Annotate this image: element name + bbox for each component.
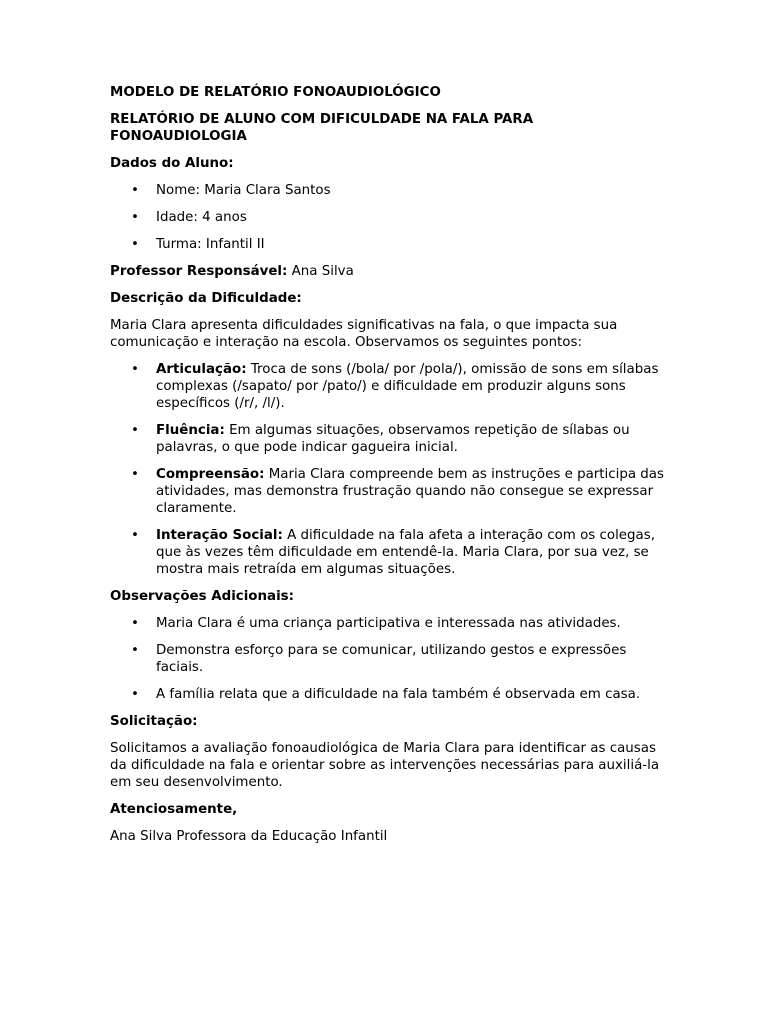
bullet-icon: •: [131, 423, 139, 438]
difficulty-list: [110, 361, 666, 578]
closing-salutation: Atenciosamente,: [110, 802, 238, 817]
list-item: [110, 527, 666, 578]
student-data-list: [110, 182, 666, 253]
list-item: [110, 686, 666, 703]
bullet-icon: •: [131, 616, 139, 631]
bullet-icon: •: [131, 183, 139, 198]
difficulty-text: Em algumas situações, observamos repetição de sílabas ou palavras, o que pode indicar gagueira inicial.: [156, 423, 630, 455]
document-subtitle: RELATÓRIO DE ALUNO COM DIFICULDADE NA FALA PARA FONOAUDIOLOGIA: [110, 112, 534, 144]
teacher-name: Ana Silva: [287, 264, 354, 279]
difficulty-label: Compreensão:: [156, 467, 265, 482]
difficulty-text: Troca de sons (/bola/ por /pola/), omissão de sons em sílabas complexas (/sapato/ por /pato/) e dificuldade em produzir alguns sons específicos (/r/, /l/).: [156, 362, 659, 411]
student-class: Turma: Infantil II: [156, 237, 265, 252]
document-title: MODELO DE RELATÓRIO FONOAUDIOLÓGICO: [110, 85, 441, 100]
signature: Ana Silva Professora da Educação Infantil: [110, 829, 388, 844]
difficulty-intro: Maria Clara apresenta dificuldades significativas na fala, o que impacta sua comunicação e interação na escola. Observamos os seguintes pontos:: [110, 318, 618, 350]
student-name: Nome: Maria Clara Santos: [156, 183, 331, 198]
document-page: [110, 84, 666, 855]
difficulty-text: A dificuldade na fala afeta a interação com os colegas, que às vezes têm dificuldade em entendê-la. Maria Clara, por sua vez, se mostra mais retraída em algumas situações.: [156, 528, 655, 577]
list-item: [110, 182, 666, 199]
list-item: [110, 209, 666, 226]
observation-text: Demonstra esforço para se comunicar, utilizando gestos e expressões faciais.: [156, 643, 627, 675]
difficulty-label: Interação Social:: [156, 528, 283, 543]
teacher-label: Professor Responsável:: [110, 264, 288, 279]
list-item: [110, 642, 666, 676]
difficulty-label: Articulação:: [156, 362, 247, 377]
difficulty-label: Fluência:: [156, 423, 225, 438]
bullet-icon: •: [131, 210, 139, 225]
difficulty-section-heading: Descrição da Dificuldade:: [110, 291, 302, 306]
list-item: [110, 466, 666, 517]
bullet-icon: •: [131, 362, 139, 377]
list-item: [110, 422, 666, 456]
observation-text: A família relata que a dificuldade na fala também é observada em casa.: [156, 687, 641, 702]
list-item: [110, 615, 666, 632]
list-item: [110, 361, 666, 412]
observations-section-heading: Observações Adicionais:: [110, 589, 294, 604]
student-age: Idade: 4 anos: [156, 210, 247, 225]
observation-text: Maria Clara é uma criança participativa e interessada nas atividades.: [156, 616, 621, 631]
bullet-icon: •: [131, 643, 139, 658]
list-item: [110, 236, 666, 253]
bullet-icon: •: [131, 467, 139, 482]
bullet-icon: •: [131, 687, 139, 702]
observations-list: [110, 615, 666, 703]
request-section-heading: Solicitação:: [110, 714, 198, 729]
difficulty-text: Maria Clara compreende bem as instruções e participa das atividades, mas demonstra frustração quando não consegue se expressar claramente.: [156, 467, 664, 516]
student-section-heading: Dados do Aluno:: [110, 156, 234, 171]
bullet-icon: •: [131, 237, 139, 252]
bullet-icon: •: [131, 528, 139, 543]
request-text: Solicitamos a avaliação fonoaudiológica de Maria Clara para identificar as causas da dificuldade na fala e orientar sobre as intervenções necessárias para auxiliá-la em seu desenvolvimento.: [110, 741, 660, 790]
teacher-line: [110, 263, 666, 280]
